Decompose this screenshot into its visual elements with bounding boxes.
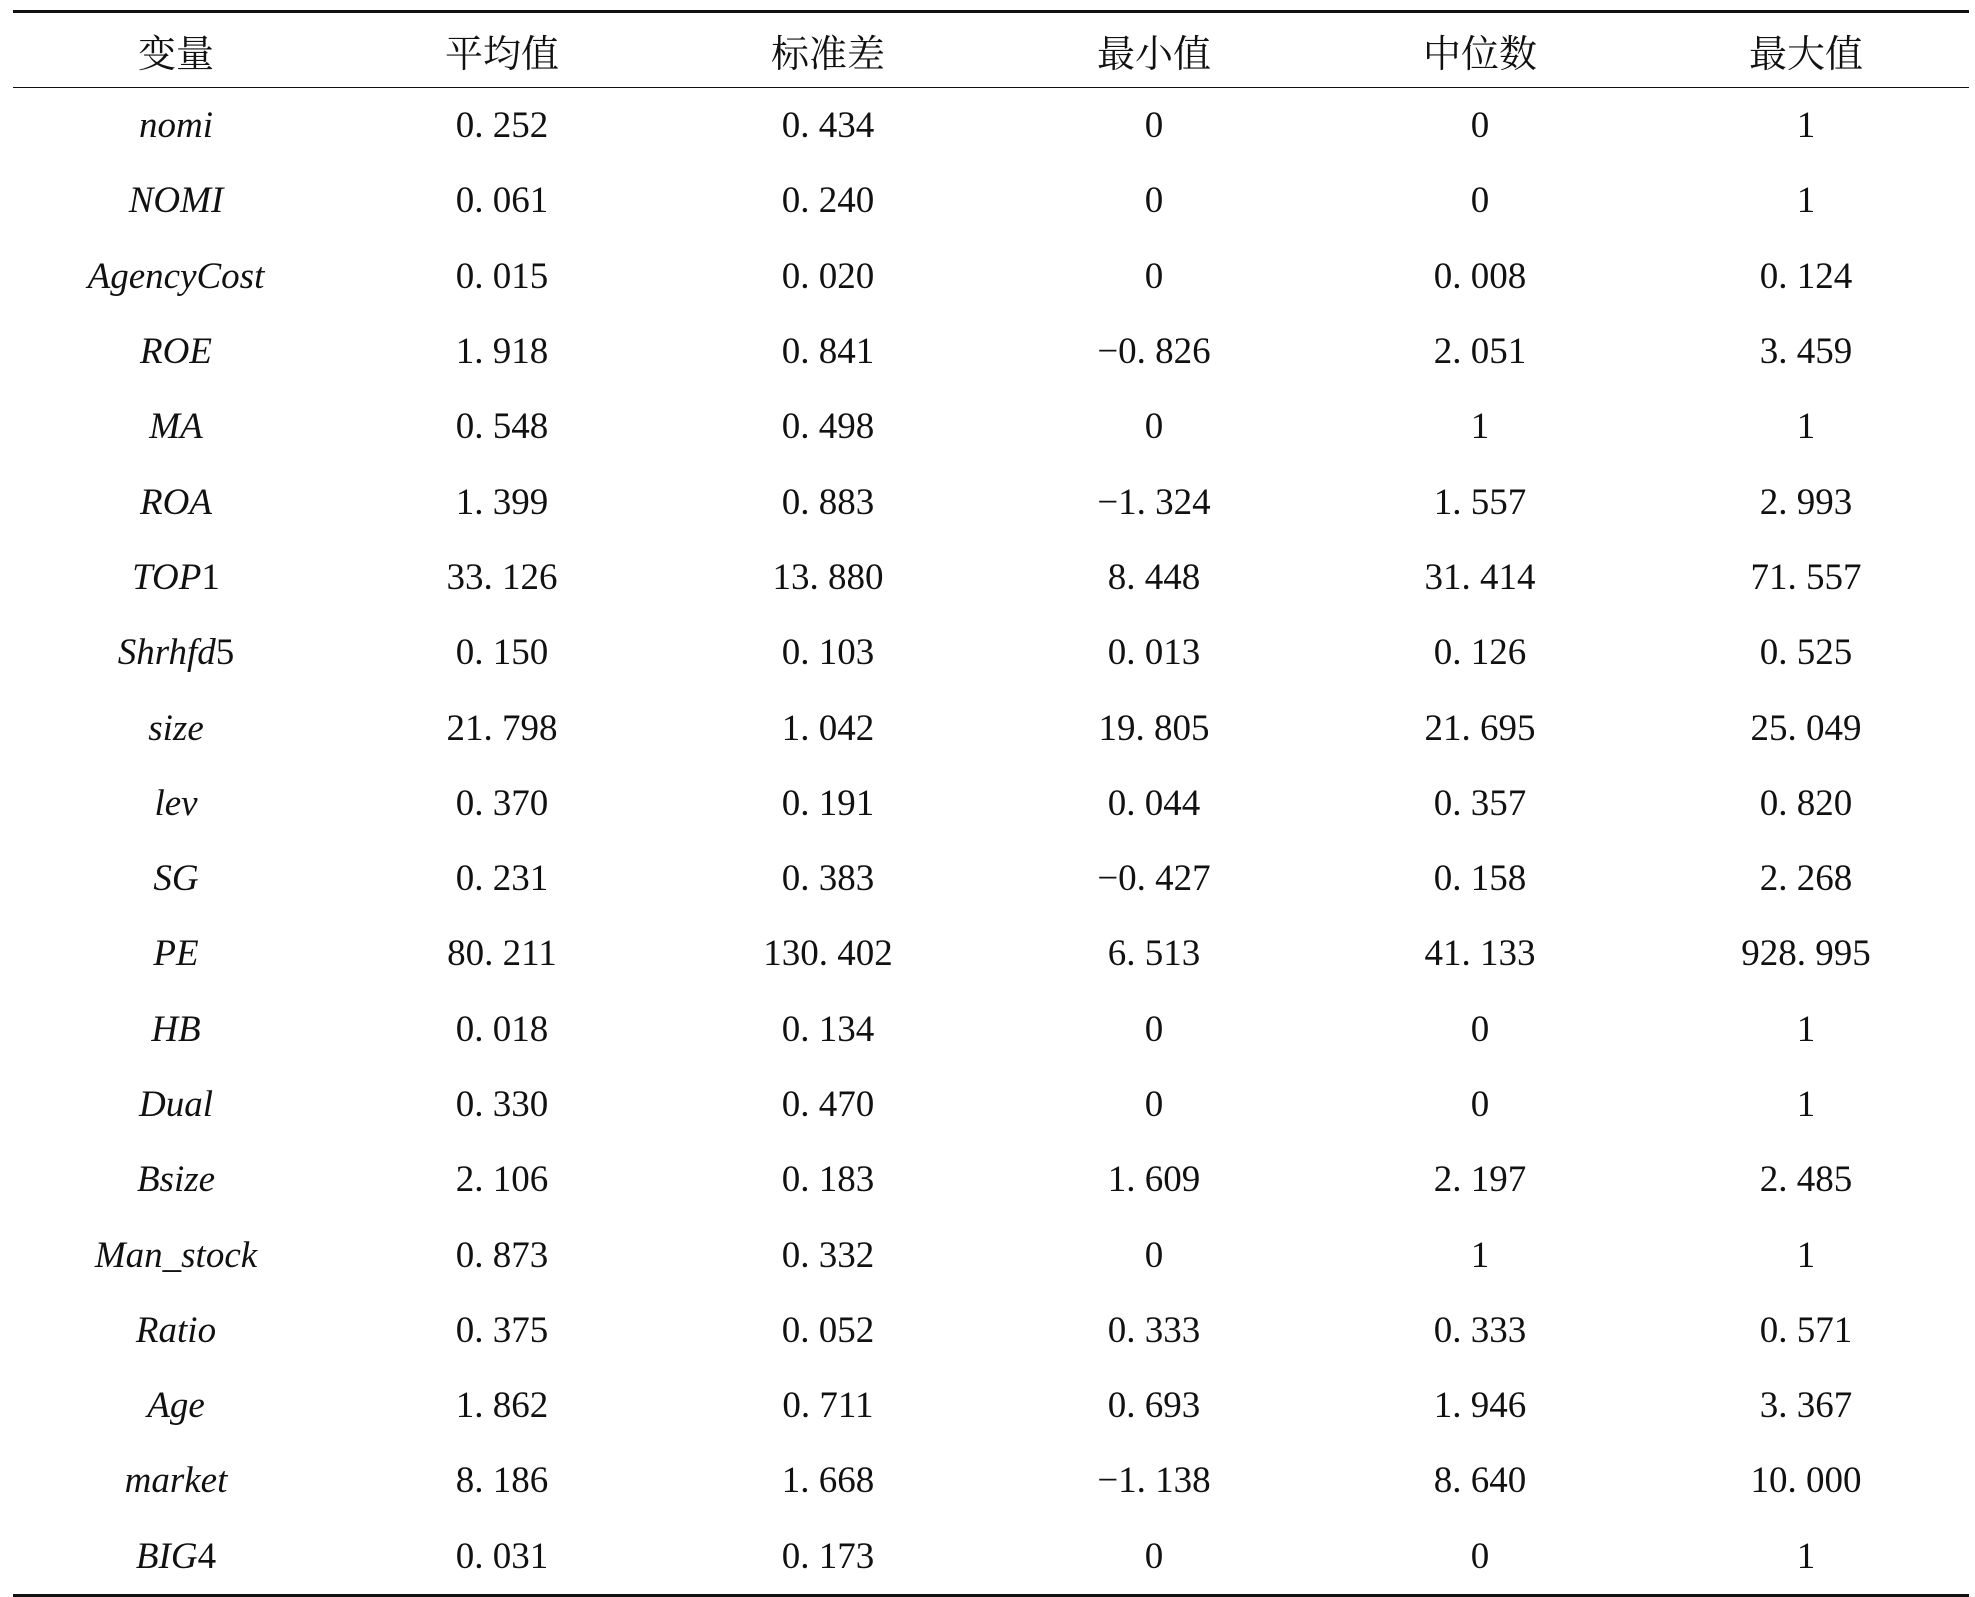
mean-cell: 2. 106	[455, 1159, 549, 1201]
table-row	[13, 1368, 1969, 1443]
median-cell: 41. 133	[1424, 933, 1536, 975]
variable-name: Shrhfd	[117, 632, 216, 674]
std-dev-cell: 0. 183	[781, 1159, 875, 1201]
header-max: 最大值	[1748, 31, 1863, 76]
std-dev-cell: 130. 402	[763, 933, 893, 975]
variable-name-cell	[13, 1519, 339, 1596]
min-cell: 0	[1144, 1008, 1164, 1050]
variable-name: nomi	[139, 105, 213, 147]
table-row	[13, 766, 1969, 841]
median-cell: 21. 695	[1424, 707, 1536, 749]
median-cell: 0. 008	[1433, 255, 1527, 297]
variable-name-cell	[13, 88, 339, 164]
median-cell: 31. 414	[1424, 556, 1536, 598]
variable-name-cell	[13, 389, 339, 464]
table-row	[13, 314, 1969, 389]
variable-name-cell	[13, 314, 339, 389]
variable-name-suffix: 4	[197, 1535, 217, 1577]
mean-cell: 0. 873	[455, 1234, 549, 1276]
min-cell: 0. 693	[1107, 1385, 1201, 1427]
std-dev-cell: 0. 383	[781, 858, 875, 900]
max-cell: 3. 459	[1759, 331, 1853, 373]
mean-cell: 0. 031	[455, 1535, 549, 1577]
table-row	[13, 1217, 1969, 1292]
max-cell: 928. 995	[1741, 933, 1871, 975]
variable-name-cell	[13, 1293, 339, 1368]
table-row	[13, 1142, 1969, 1217]
variable-name-cell	[13, 615, 339, 690]
header-median: 中位数	[1422, 31, 1537, 76]
min-cell: −1. 138	[1097, 1460, 1211, 1502]
header-row	[13, 12, 1969, 88]
median-cell: 0	[1470, 1008, 1490, 1050]
table-row	[13, 389, 1969, 464]
variable-name: size	[148, 707, 204, 749]
header-variable: 变量	[137, 31, 214, 76]
table-row	[13, 1443, 1969, 1518]
max-cell: 1	[1796, 1008, 1816, 1050]
mean-cell: 1. 918	[455, 331, 549, 373]
variable-name: lev	[154, 782, 198, 824]
max-cell: 1	[1796, 1535, 1816, 1577]
table-body	[13, 88, 1969, 1596]
mean-cell: 0. 548	[455, 406, 549, 448]
mean-cell: 21. 798	[446, 707, 558, 749]
table-row	[13, 916, 1969, 991]
max-cell: 0. 525	[1759, 632, 1853, 674]
variable-name: PE	[153, 933, 199, 975]
table-header	[13, 12, 1969, 88]
min-cell: 0	[1144, 105, 1164, 147]
variable-name: Man_stock	[94, 1234, 258, 1276]
mean-cell: 1. 862	[455, 1385, 549, 1427]
min-cell: 0	[1144, 406, 1164, 448]
mean-cell: 0. 061	[455, 180, 549, 222]
variable-name: HB	[151, 1008, 201, 1050]
max-cell: 1	[1796, 1234, 1816, 1276]
variable-name-cell	[13, 163, 339, 238]
variable-name-cell	[13, 1443, 339, 1518]
statistics-table-container	[13, 10, 1969, 1597]
variable-name: TOP	[132, 556, 202, 598]
std-dev-cell: 0. 103	[781, 632, 875, 674]
mean-cell: 0. 015	[455, 255, 549, 297]
variable-name-cell	[13, 916, 339, 991]
std-dev-cell: 0. 191	[781, 782, 875, 824]
min-cell: 1. 609	[1107, 1159, 1201, 1201]
mean-cell: 0. 018	[455, 1008, 549, 1050]
variable-name: market	[124, 1460, 228, 1502]
mean-cell: 8. 186	[455, 1460, 549, 1502]
std-dev-cell: 0. 841	[781, 331, 875, 373]
table-row	[13, 992, 1969, 1067]
min-cell: −0. 427	[1097, 858, 1211, 900]
table-row	[13, 615, 1969, 690]
mean-cell: 0. 330	[455, 1084, 549, 1125]
variable-name-cell	[13, 1217, 339, 1292]
median-cell: 1	[1470, 406, 1490, 448]
std-dev-cell: 1. 668	[781, 1460, 875, 1502]
mean-cell: 0. 375	[455, 1309, 549, 1351]
std-dev-cell: 0. 883	[781, 481, 875, 523]
median-cell: 1. 946	[1433, 1385, 1527, 1427]
table-row	[13, 690, 1969, 765]
variable-name: MA	[149, 406, 203, 448]
table-row	[13, 1067, 1969, 1142]
mean-cell: 80. 211	[447, 933, 557, 975]
std-dev-cell: 0. 052	[781, 1309, 875, 1351]
std-dev-cell: 0. 498	[781, 406, 875, 448]
max-cell: 2. 993	[1759, 481, 1853, 523]
max-cell: 10. 000	[1750, 1460, 1862, 1502]
min-cell: 0	[1144, 1084, 1164, 1125]
table-row	[13, 464, 1969, 539]
max-cell: 0. 124	[1759, 255, 1853, 297]
min-cell: 0. 333	[1107, 1309, 1201, 1351]
std-dev-cell: 0. 173	[781, 1535, 875, 1577]
min-cell: 19. 805	[1098, 707, 1210, 749]
variable-name: AgencyCost	[87, 255, 265, 297]
max-cell: 1	[1796, 1084, 1816, 1125]
mean-cell: 0. 252	[455, 105, 549, 147]
table-row	[13, 1293, 1969, 1368]
min-cell: −0. 826	[1097, 331, 1211, 373]
max-cell: 71. 557	[1750, 556, 1862, 598]
max-cell: 2. 485	[1759, 1159, 1853, 1201]
variable-name: ROA	[140, 481, 212, 523]
table-row	[13, 1519, 1969, 1596]
max-cell: 1	[1796, 105, 1816, 147]
min-cell: 0	[1144, 255, 1164, 297]
header-std-dev: 标准差	[770, 31, 885, 76]
median-cell: 2. 197	[1433, 1159, 1527, 1201]
variable-name: SG	[153, 858, 199, 900]
variable-name: ROE	[140, 331, 212, 373]
std-dev-cell: 1. 042	[781, 707, 875, 749]
mean-cell: 0. 231	[455, 858, 549, 900]
median-cell: 0	[1470, 1535, 1490, 1577]
max-cell: 25. 049	[1750, 707, 1862, 749]
variable-name-cell	[13, 690, 339, 765]
variable-name-suffix: 5	[215, 632, 235, 674]
mean-cell: 1. 399	[455, 481, 549, 523]
mean-cell: 0. 370	[455, 782, 549, 824]
median-cell: 0. 126	[1433, 632, 1527, 674]
std-dev-cell: 0. 470	[781, 1084, 875, 1125]
median-cell: 0	[1470, 1084, 1490, 1125]
variable-name: BIG	[135, 1535, 198, 1577]
median-cell: 2. 051	[1433, 331, 1527, 373]
min-cell: 0	[1144, 1234, 1164, 1276]
variable-name: Bsize	[136, 1159, 216, 1201]
std-dev-cell: 0. 240	[781, 180, 875, 222]
variable-name-cell	[13, 464, 339, 539]
median-cell: 0	[1470, 105, 1490, 147]
variable-name-cell	[13, 1067, 339, 1142]
median-cell: 0. 357	[1433, 782, 1527, 824]
std-dev-cell: 13. 880	[772, 556, 884, 598]
std-dev-cell: 0. 020	[781, 255, 875, 297]
table-row	[13, 540, 1969, 615]
max-cell: 1	[1796, 406, 1816, 448]
std-dev-cell: 0. 134	[781, 1008, 875, 1050]
header-mean: 平均值	[444, 31, 559, 76]
variable-name-suffix: 1	[201, 556, 220, 598]
max-cell: 0. 571	[1759, 1309, 1853, 1351]
variable-name-cell	[13, 766, 339, 841]
max-cell: 1	[1796, 180, 1816, 222]
min-cell: 6. 513	[1107, 933, 1201, 975]
max-cell: 2. 268	[1759, 858, 1853, 900]
median-cell: 0. 333	[1433, 1309, 1527, 1351]
table-row	[13, 88, 1969, 164]
variable-name: NOMI	[128, 180, 224, 222]
min-cell: 0	[1144, 180, 1164, 222]
min-cell: 0	[1144, 1535, 1164, 1577]
std-dev-cell: 0. 711	[782, 1385, 874, 1427]
variable-name: Ratio	[135, 1309, 217, 1351]
mean-cell: 0. 150	[455, 632, 549, 674]
table-row	[13, 841, 1969, 916]
min-cell: 0. 013	[1107, 632, 1201, 674]
header-min: 最小值	[1096, 31, 1211, 76]
variable-name-cell	[13, 1368, 339, 1443]
descriptive-statistics-table	[13, 10, 1969, 1597]
median-cell: 1. 557	[1433, 481, 1527, 523]
mean-cell: 33. 126	[446, 556, 558, 598]
variable-name-cell	[13, 540, 339, 615]
variable-name-cell	[13, 992, 339, 1067]
variable-name-cell	[13, 841, 339, 916]
table-row	[13, 163, 1969, 238]
max-cell: 3. 367	[1759, 1385, 1853, 1427]
median-cell: 0	[1470, 180, 1490, 222]
std-dev-cell: 0. 332	[781, 1234, 875, 1276]
table-row	[13, 239, 1969, 314]
median-cell: 8. 640	[1433, 1460, 1527, 1502]
max-cell: 0. 820	[1759, 782, 1853, 824]
min-cell: −1. 324	[1097, 481, 1211, 523]
median-cell: 1	[1470, 1234, 1490, 1276]
variable-name: Dual	[139, 1084, 213, 1125]
std-dev-cell: 0. 434	[781, 105, 875, 147]
min-cell: 8. 448	[1107, 556, 1201, 598]
variable-name: Age	[147, 1385, 205, 1427]
median-cell: 0. 158	[1433, 858, 1527, 900]
variable-name-cell	[13, 1142, 339, 1217]
min-cell: 0. 044	[1107, 782, 1201, 824]
variable-name-cell	[13, 239, 339, 314]
